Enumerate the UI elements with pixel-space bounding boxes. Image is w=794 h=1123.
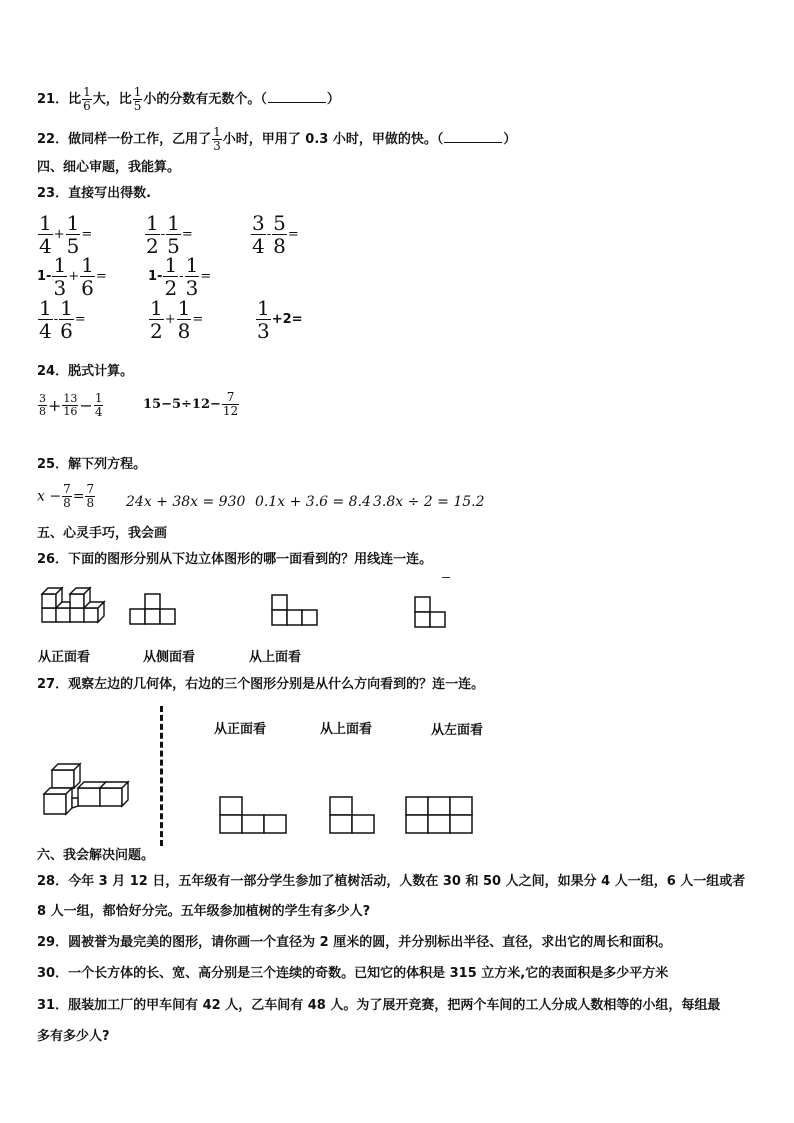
numerator: 1 [81, 253, 94, 277]
equation-text: x − [37, 488, 62, 505]
fraction [52, 254, 67, 299]
fraction [62, 483, 72, 510]
fraction [256, 297, 271, 342]
equation-4: 3.8x ÷ 2 = 15.2 [373, 494, 485, 510]
q21-text-post: 小的分数有无数个。（ [143, 92, 267, 107]
denominator: 6 [60, 319, 73, 343]
denominator: 2 [146, 234, 159, 258]
fraction-1-5 [133, 86, 143, 113]
denominator: 3 [53, 276, 67, 300]
denominator: 5 [66, 234, 80, 258]
numerator: 1 [213, 125, 221, 139]
operator: - [53, 312, 59, 327]
equation-3: 0.1x + 3.6 = 8.4 [255, 494, 371, 510]
numerator: 1 [39, 296, 52, 320]
calc-item [37, 297, 86, 342]
q27-label-left: 从左面看 [431, 723, 484, 738]
numerator: 1 [94, 391, 103, 405]
numerator: 3 [252, 211, 265, 235]
q21-close: ） [326, 92, 340, 107]
equals-sign: = [74, 312, 86, 327]
section-4-title: 四、细心审题，我能算。 [37, 160, 181, 175]
denominator: 8 [86, 496, 95, 510]
answer-blank[interactable] [268, 90, 326, 103]
calc-item [250, 212, 299, 257]
calc-item [148, 297, 203, 342]
equals-sign: = [287, 227, 299, 242]
expression-2 [143, 391, 240, 418]
denominator: 5 [133, 99, 142, 113]
fraction [177, 297, 192, 342]
expression-text: 15−5÷12− [143, 397, 221, 412]
operator: - [266, 227, 272, 242]
question-23-title: 23．直接写出得数. [37, 186, 152, 201]
question-30: 30．一个长方体的长、宽、高分别是三个连续的奇数。已知它的体积是 315 立方米,它的表面积是多少平方米 [37, 966, 669, 981]
equation-1 [37, 483, 96, 510]
q26-view-shape-3 [414, 596, 448, 632]
denominator: 4 [39, 319, 52, 343]
calc-item [144, 212, 193, 257]
calc-item [255, 297, 303, 342]
numerator: 1 [53, 253, 67, 277]
fraction [94, 392, 104, 419]
numerator: 7 [226, 390, 235, 404]
question-31-line-2: 多有多少人? [37, 1029, 110, 1044]
operator: − [79, 396, 93, 415]
numerator: 1 [83, 85, 91, 99]
q27-view-shape-2 [328, 796, 378, 834]
scan-mark [442, 577, 450, 578]
equals-sign: = [72, 488, 85, 505]
denominator: 8 [273, 234, 286, 258]
numerator: 13 [63, 392, 78, 405]
question-22 [37, 126, 516, 153]
question-24-title: 24．脱式计算。 [37, 364, 134, 379]
operator: + [68, 269, 80, 284]
denominator: 12 [222, 404, 239, 418]
fraction-1-3 [212, 126, 222, 153]
numerator: 1 [177, 296, 191, 320]
question-number: 22． [37, 132, 69, 147]
operator: - [160, 227, 166, 242]
numerator: 1 [133, 85, 142, 99]
equals-sign: = [81, 227, 93, 242]
denominator: 4 [39, 234, 52, 258]
q22-text-pre: 做同样一份工作，乙用了 [68, 132, 212, 147]
denominator: 8 [39, 405, 46, 418]
q26-view-shape-2 [271, 594, 319, 628]
operator: + [48, 396, 62, 415]
q26-label-top: 从上面看 [249, 650, 302, 665]
denominator: 16 [63, 405, 78, 418]
operator: + [164, 312, 176, 327]
q27-solid-figure [38, 758, 140, 822]
denominator: 3 [185, 276, 199, 300]
numerator: 5 [273, 211, 286, 235]
equation-2: 24x + 38x = 930 [126, 494, 246, 510]
question-26-title: 26．下面的图形分别从下边立体图形的哪一面看到的？用线连一连。 [37, 552, 433, 567]
q26-solid-figure [38, 584, 106, 626]
fraction [163, 254, 178, 299]
denominator: 6 [81, 276, 94, 300]
dashed-divider [160, 706, 163, 846]
denominator: 4 [94, 405, 103, 419]
numerator: 1 [60, 296, 73, 320]
question-31-line-1: 31．服装加工厂的甲车间有 42 人，乙车间有 48 人。为了展开竞赛，把两个车间的工人分成人数相等的小组，每组最 [37, 998, 721, 1013]
calc-item [37, 212, 92, 257]
equals-sign: = [181, 227, 193, 242]
q22-close: ） [503, 132, 517, 147]
denominator: 3 [213, 139, 221, 153]
fraction [272, 212, 287, 257]
numerator: 1 [185, 253, 199, 277]
equals-sign: = [200, 269, 212, 284]
answer-blank[interactable] [444, 130, 502, 143]
denominator: 3 [257, 319, 270, 343]
q27-view-shape-1 [218, 796, 290, 834]
fraction [66, 212, 81, 257]
numerator: 7 [86, 482, 95, 496]
numerator: 1 [66, 211, 80, 235]
numerator: 7 [63, 482, 71, 496]
denominator: 6 [83, 99, 91, 113]
fraction [85, 483, 95, 510]
q27-view-shape-3 [404, 796, 476, 834]
q26-view-shape-1 [129, 593, 177, 627]
numerator: 1 [164, 253, 178, 277]
denominator: 4 [252, 234, 265, 258]
question-27-title: 27．观察左边的几何体，右边的三个图形分别是从什么方向看到的？连一连。 [37, 677, 485, 692]
fraction-1-6 [82, 86, 92, 113]
q21-text-mid: 大，比 [92, 92, 132, 107]
fraction [145, 212, 160, 257]
one-minus: 1- [37, 269, 52, 284]
calc-item [37, 254, 107, 299]
operator: + [53, 227, 65, 242]
denominator: 8 [177, 319, 191, 343]
numerator: 3 [39, 392, 46, 405]
section-5-title: 五、心灵手巧，我会画 [37, 526, 168, 541]
fraction [80, 254, 95, 299]
fraction [222, 391, 239, 418]
numerator: 1 [150, 296, 163, 320]
question-29: 29．圆被誉为最完美的图形，请你画一个直径为 2 厘米的圆，并分别标出半径、直径，求出它的周长和面积。 [37, 935, 672, 950]
fraction [62, 393, 78, 418]
denominator: 5 [167, 234, 180, 258]
q21-text-pre: 比 [68, 92, 82, 107]
numerator: 1 [39, 211, 52, 235]
question-21 [37, 86, 340, 113]
fraction [251, 212, 266, 257]
equals-sign: = [192, 312, 204, 327]
fraction [149, 297, 164, 342]
operator: - [179, 269, 184, 284]
question-number: 21． [37, 92, 69, 107]
q26-label-front: 从正面看 [38, 650, 91, 665]
calc-item [148, 254, 211, 299]
denominator: 8 [63, 496, 71, 510]
numerator: 1 [167, 211, 180, 235]
fraction [38, 212, 53, 257]
q22-text-post: 小时，甲用了 0.3 小时，甲做的快。（ [222, 132, 444, 147]
plus-two-equals: +2= [271, 312, 303, 327]
question-28-line-1: 28．今年 3 月 12 日，五年级有一部分学生参加了植树活动，人数在 30 和 50 人之间，如果分 4 人一组，6 人一组或者 [37, 874, 746, 889]
fraction [59, 297, 74, 342]
equals-sign: = [95, 269, 107, 284]
q26-label-side: 从侧面看 [143, 650, 196, 665]
numerator: 1 [146, 211, 159, 235]
denominator: 2 [164, 276, 178, 300]
numerator: 1 [257, 296, 270, 320]
denominator: 2 [150, 319, 163, 343]
expression-1 [37, 392, 104, 419]
q27-label-front: 从正面看 [214, 722, 267, 737]
fraction [185, 254, 200, 299]
fraction [166, 212, 181, 257]
fraction [38, 393, 47, 418]
q27-label-top: 从上面看 [320, 722, 373, 737]
fraction [38, 297, 53, 342]
question-28-line-2: 8 人一组，都恰好分完。五年级参加植树的学生有多少人? [37, 904, 371, 919]
one-minus: 1- [148, 269, 163, 284]
section-6-title: 六、我会解决问题。 [37, 848, 155, 863]
question-25-title: 25．解下列方程。 [37, 457, 147, 472]
